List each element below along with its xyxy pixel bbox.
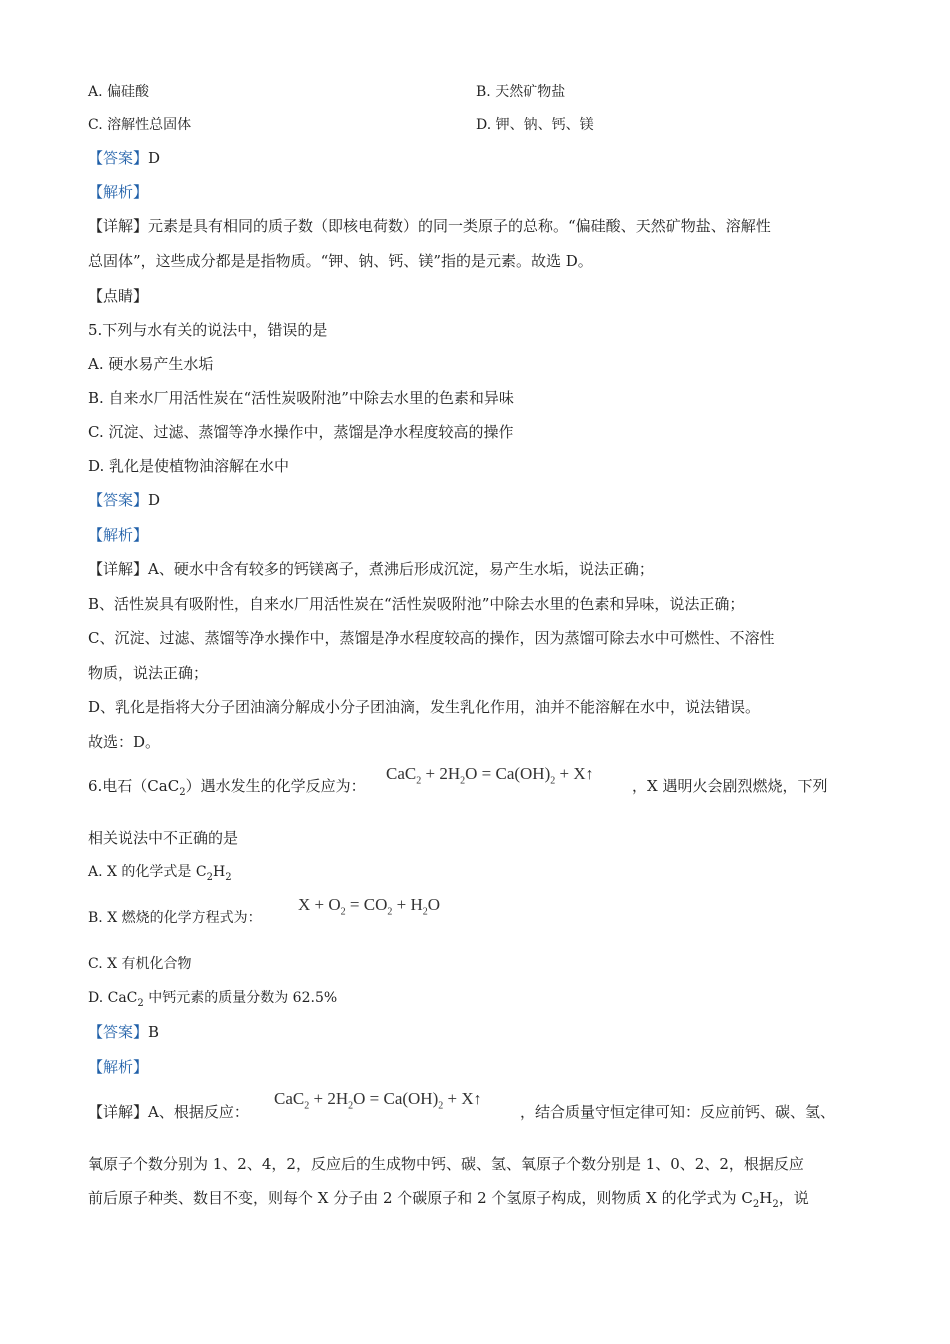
q6-stem-line-2: 相关说法中不正确的是 [88,829,239,847]
q6-detail-line-2: 氧原子个数分别为 1、2、4，2，反应后的生成物中钙、碳、氢、氧原子个数分别是 1、0、2、2，根据反应 [88,1155,804,1173]
q5-option-d: D. 乳化是使植物油溶解在水中 [88,457,290,475]
q6-detail-line-1: 【详解】A、根据反应： [88,1103,249,1121]
q5-option-c: C. 沉淀、过滤、蒸馏等净水操作中，蒸馏是净水程度较高的操作 [88,423,514,441]
answer-tag: 【答案】 [88,491,149,509]
q4-option-d: D. 钾、钠、钙、镁 [476,117,594,133]
answer-value: B [148,1023,160,1041]
q5-conclusion: 故选：D。 [88,733,161,751]
detail-tag: 【详解】 [88,217,149,235]
q6-option-d: D. CaC$_2$ 中钙元素的质量分数为 62.5% [88,990,338,1009]
answer-tag: 【答案】 [88,1023,149,1041]
q6-detail-line-1-suffix: ，结合质量守恒定律可知：反应前钙、碳、氢、 [520,1103,836,1121]
detail-tag: 【详解】 [88,1103,149,1121]
q6-analysis-tag: 【解析】 [88,1058,149,1076]
q6-stem-suffix: ，X 遇明火会剧烈燃烧，下列 [632,777,828,795]
q5-option-a: A. 硬水易产生水垢 [88,355,214,373]
q4-analysis-tag: 【解析】 [88,183,149,201]
combustion-formula: $X + O_2 = CO_2 + H_2O$ [298,895,441,918]
q4-detail-line-1: 【详解】元素是具有相同的质子数（即核电荷数）的同一类原子的总称。“偏硅酸、天然矿物盐、溶解性 [88,217,771,235]
q6-option-b: B. X 燃烧的化学方程式为： [88,910,262,926]
q6-answer [88,1022,159,1042]
q6-stem-line-1: 6.电石（CaC$_2$）遇水发生的化学反应为： [88,777,366,798]
detail-tag: 【详解】 [88,560,149,578]
q5-stem: 5.下列与水有关的说法中，错误的是 [88,321,328,339]
q5-analysis-tag: 【解析】 [88,526,149,544]
reaction-formula: $CaC_2 + 2H_2O = Ca(OH)_2$ + X↑ [386,764,594,787]
q5-detail-c2: 物质，说法正确； [88,664,209,682]
q6-detail-line-3: 前后原子种类、数目不变，则每个 X 分子由 2 个碳原子和 2 个氢原子构成，则物质 X 的化学式为 $C_2H_2$，说 [88,1189,809,1210]
q5-answer [88,490,160,510]
q5-detail-c1: C、沉淀、过滤、蒸馏等净水操作中，蒸馏是净水程度较高的操作，因为蒸馏可除去水中可燃性、不溶性 [88,629,775,647]
answer-tag: 【答案】 [88,149,149,167]
q5-option-b: B. 自来水厂用活性炭在“活性炭吸附池”中除去水里的色素和异味 [88,389,514,407]
q4-detail-line-2: 总固体”，这些成分都是是指物质。“钾、钠、钙、镁”指的是元素。故选 D。 [88,252,593,270]
q4-option-b: B. 天然矿物盐 [476,84,566,100]
answer-value: D [148,149,161,167]
q6-option-a: A. X 的化学式是 $C_2H_2$ [88,864,232,883]
q4-option-a: A. 偏硅酸 [88,84,150,100]
q4-option-c: C. 溶解性总固体 [88,117,192,133]
q5-detail-d: D、乳化是指将大分子团油滴分解成小分子团油滴，发生乳化作用，油并不能溶解在水中，说法错误。 [88,698,761,716]
q4-answer [88,148,160,168]
q5-detail-a: 【详解】A、硬水中含有较多的钙镁离子，煮沸后形成沉淀，易产生水垢，说法正确； [88,560,654,578]
q5-detail-b: B、活性炭具有吸附性，自来水厂用活性炭在“活性炭吸附池”中除去水里的色素和异味，说法正确； [88,595,745,613]
q4-point-tag: 【点睛】 [88,287,149,305]
q6-option-c: C. X 有机化合物 [88,956,192,972]
answer-value: D [148,491,161,509]
reaction-formula-repeat: $CaC_2 + 2H_2O = Ca(OH)_2$ + X↑ [274,1089,482,1112]
